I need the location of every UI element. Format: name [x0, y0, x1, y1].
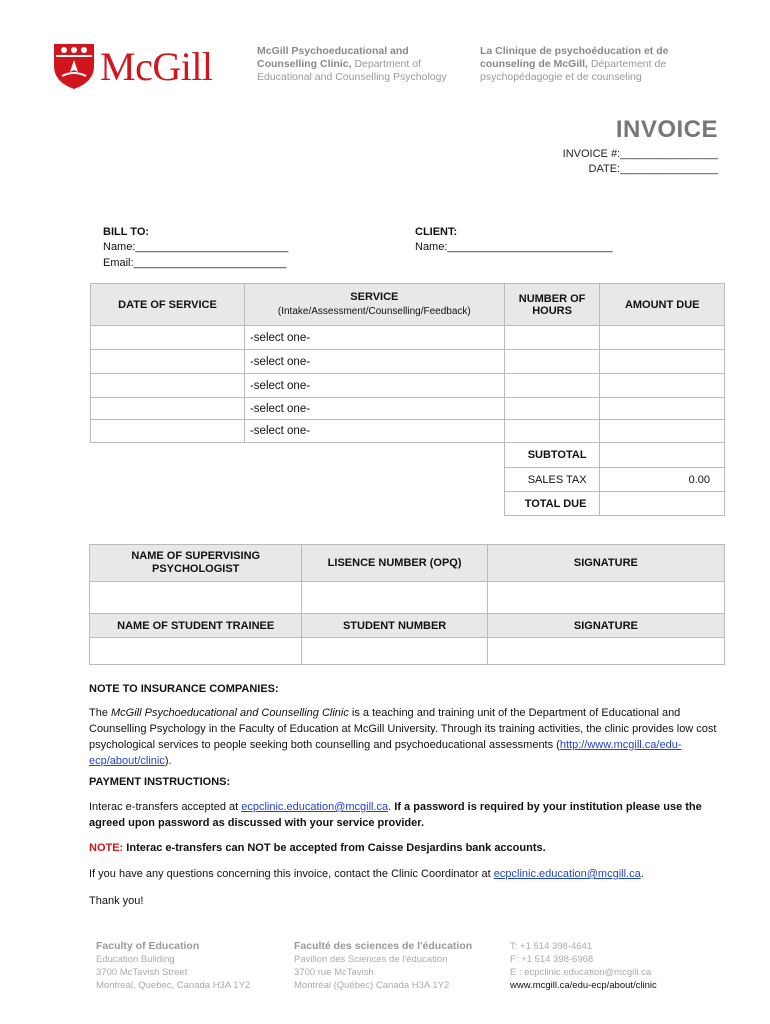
service-row — [91, 350, 725, 374]
thank-you: Thank you! — [89, 895, 144, 907]
supervisor-name-cell[interactable] — [90, 582, 302, 614]
header-fr-dept: Département de — [590, 58, 667, 70]
col-service: SERVICE (Intake/Assessment/Counselling/Feedback) — [244, 284, 504, 326]
header-english — [257, 45, 467, 84]
service-row — [91, 374, 725, 398]
date-cell[interactable] — [91, 398, 245, 420]
supervisor-header: NAME OF SUPERVISING PSYCHOLOGIST — [90, 545, 302, 582]
header-french — [480, 45, 710, 84]
licence-number-cell[interactable] — [302, 582, 487, 614]
footer-web-link[interactable]: www.mcgill.ca/edu-ecp/about/clinic — [510, 980, 657, 991]
amount-cell[interactable] — [600, 398, 725, 420]
client-heading: CLIENT: — [415, 226, 458, 238]
invoice-date-field[interactable]: DATE:________________ — [588, 163, 718, 175]
service-select[interactable]: -select one- — [244, 398, 504, 420]
service-row — [91, 326, 725, 350]
supervisor-signature-cell[interactable] — [487, 582, 724, 614]
subtotal-label: SUBTOTAL — [504, 443, 600, 468]
col-hours: NUMBER OF HOURS — [504, 284, 600, 326]
hours-cell[interactable] — [504, 398, 600, 420]
service-select[interactable]: -select one- — [244, 350, 504, 374]
trainee-name-cell[interactable] — [90, 638, 302, 665]
bill-to-name-field[interactable]: Name:_________________________ — [103, 241, 289, 253]
service-select[interactable]: -select one- — [244, 326, 504, 350]
hours-cell[interactable] — [504, 420, 600, 443]
service-row — [91, 420, 725, 443]
amount-cell[interactable] — [600, 374, 725, 398]
questions-paragraph: If you have any questions concerning this invoice, contact the Clinic Coordinator at ecpclinic.education@mcgill.ca. — [89, 868, 644, 880]
amount-cell[interactable] — [600, 420, 725, 443]
bill-to-heading: BILL TO: — [103, 226, 150, 238]
desjardins-note: NOTE: Interac e-transfers can NOT be accepted from Caisse Desjardins bank accounts. — [89, 842, 546, 854]
trainee-signature-cell[interactable] — [487, 638, 724, 665]
footer-contact: T: +1 514 398-4641 F: +1 514 398-6968 E : ecpclinic.education@mcgill.ca www.mcgill.ca/edu-ecp/about/clinic — [510, 941, 657, 991]
logo-wordmark: McGill — [100, 44, 213, 89]
signature-header: SIGNATURE — [487, 545, 724, 582]
sales-tax-value[interactable]: 0.00 — [600, 468, 725, 492]
student-number-cell[interactable] — [302, 638, 487, 665]
date-cell[interactable] — [91, 374, 245, 398]
service-select[interactable]: -select one- — [244, 374, 504, 398]
header-fr-dept2: psychopédagogie et de counseling — [480, 71, 642, 83]
student-number-header: STUDENT NUMBER — [302, 614, 487, 638]
trainee-header: NAME OF STUDENT TRAINEE — [90, 614, 302, 638]
subtotal-value[interactable] — [600, 443, 725, 468]
coordinator-email-link[interactable]: ecpclinic.education@mcgill.ca — [493, 868, 641, 880]
licence-header: LISENCE NUMBER (OPQ) — [302, 545, 487, 582]
service-row — [91, 398, 725, 420]
bill-to-email-field[interactable]: Email:_________________________ — [103, 257, 287, 269]
footer-english: Faculty of Education Education Building 3700 McTavish Street Montreal, Quebec, Canada H3A 1Y2 — [96, 940, 251, 991]
date-cell[interactable] — [91, 420, 245, 443]
total-due-value[interactable] — [600, 492, 725, 516]
payment-heading: PAYMENT INSTRUCTIONS: — [89, 776, 231, 788]
mcgill-logo — [52, 40, 237, 92]
insurance-paragraph: The McGill Psychoeducational and Counselling Clinic is a teaching and training unit of the Department of Educational and Counselling Psychology in the Faculty of Education at McGill University. Through its training activities, the clinic provides low cost psychological services to people seeking both counselling and psychoeducational assessments (http://www.mcgill.ca/edu-ecp/about/clinic). — [89, 707, 717, 767]
date-cell[interactable] — [91, 350, 245, 374]
sales-tax-label: SALES TAX — [504, 468, 600, 492]
insurance-heading: NOTE TO INSURANCE COMPANIES: — [89, 683, 279, 695]
header-en-dept: Department of — [354, 58, 421, 70]
invoice-number-field[interactable]: INVOICE #:________________ — [562, 148, 718, 160]
clinic-link[interactable]: http://www.mcgill.ca/edu-ecp/about/clinic — [89, 739, 682, 767]
crest-icon — [52, 40, 96, 90]
header-en-title: McGill Psychoeducational and — [257, 45, 409, 57]
header-fr-title: La Clinique de psychoéducation et de — [480, 45, 669, 57]
service-table — [90, 283, 725, 516]
header-fr-title2: counseling de McGill, — [480, 58, 588, 70]
total-due-label: TOTAL DUE — [504, 492, 600, 516]
date-cell[interactable] — [91, 326, 245, 350]
invoice-title: INVOICE — [615, 116, 718, 143]
hours-cell[interactable] — [504, 326, 600, 350]
signature-header-2: SIGNATURE — [487, 614, 724, 638]
payment-paragraph: Interac e-transfers accepted at ecpclinic.education@mcgill.ca. If a password is required by your institution please use the agreed upon password as discussed with your service provider. — [89, 801, 702, 829]
col-date-of-service: DATE OF SERVICE — [91, 284, 245, 326]
client-name-field[interactable]: Name:___________________________ — [415, 241, 613, 253]
payment-email-link[interactable]: ecpclinic.education@mcgill.ca — [241, 801, 389, 813]
service-select[interactable]: -select one- — [244, 420, 504, 443]
hours-cell[interactable] — [504, 350, 600, 374]
col-amount-due: AMOUNT DUE — [600, 284, 725, 326]
header-en-title2: Counselling Clinic, — [257, 58, 352, 70]
amount-cell[interactable] — [600, 326, 725, 350]
footer-french: Faculté des sciences de l'éducation Pavillon des Sciences de l'éducation 3700 rue McTavish Montréal (Québec) Canada H3A 1Y2 — [294, 940, 473, 991]
signature-table — [89, 544, 725, 665]
amount-cell[interactable] — [600, 350, 725, 374]
hours-cell[interactable] — [504, 374, 600, 398]
header-en-dept2: Educational and Counselling Psychology — [257, 71, 447, 83]
